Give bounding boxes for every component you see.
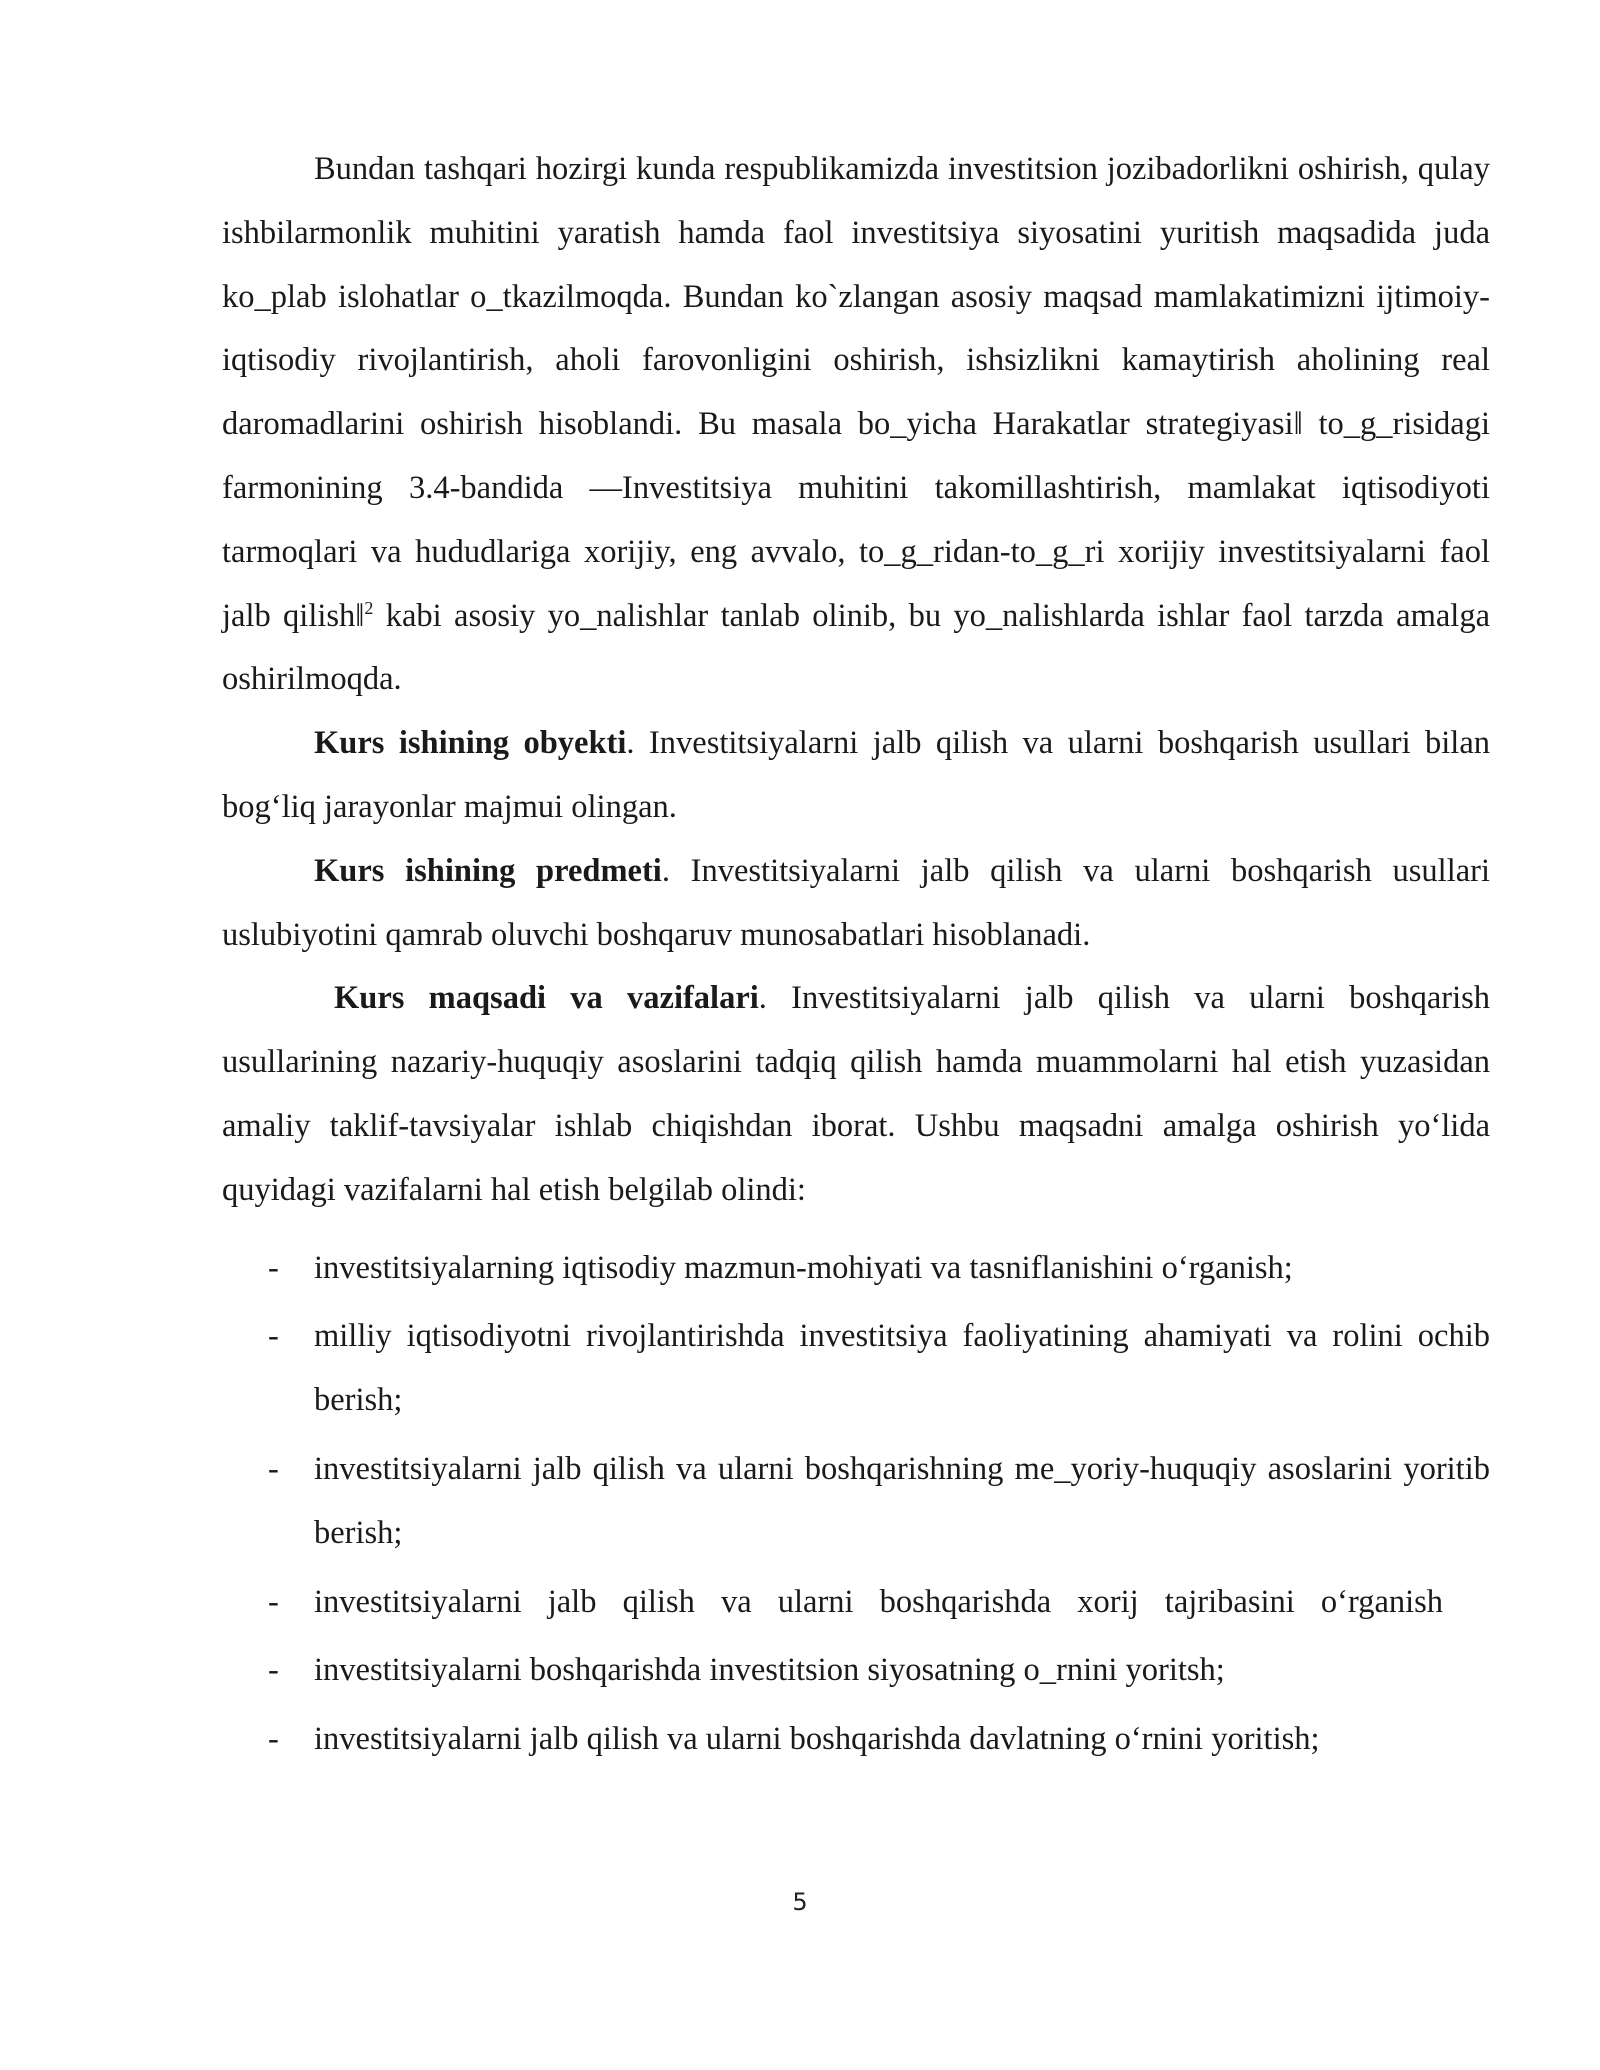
object-heading: Kurs ishining obyekti: [314, 725, 627, 762]
goals-paragraph: [222, 967, 1490, 1222]
tasks-list: [222, 1237, 1490, 1772]
list-item-text: investitsiyalarni boshqarishda investitsion siyosatning o_rnini yoritsh;: [314, 1652, 1225, 1689]
list-item: [222, 1237, 1490, 1301]
goals-heading: Kurs maqsadi va vazifalari: [334, 980, 759, 1017]
list-item-text: investitsiyalarni jalb qilish va ularni boshqarishning me_yoriy-huquqiy asoslarini yoritib berish;: [314, 1450, 1490, 1551]
list-item-text: investitsiyalarni jalb qilish va ularni boshqarishda xorij tajribasini o‘rganish: [314, 1583, 1444, 1620]
list-item: [222, 1305, 1490, 1433]
subject-paragraph: [222, 840, 1490, 968]
subject-text: . Investitsiyalarni jalb qilish va ularni boshqarish usullari uslubiyotini qamrab oluvchi boshqaruv munosabatlari hisoblanadi.: [222, 852, 1490, 953]
page-number: 5: [792, 1888, 808, 1916]
subject-heading: Kurs ishining predmeti: [314, 852, 662, 889]
intro-text-tail: kabi asosiy yo_nalishlar tanlab olinib, bu yo_nalishlarda ishlar faol tarzda amalga oshirilmoqda.: [222, 597, 1490, 698]
list-dash: -: [268, 1583, 279, 1620]
list-dash: -: [268, 1450, 279, 1487]
list-dash: -: [268, 1318, 279, 1355]
list-dash: -: [268, 1249, 279, 1286]
object-paragraph: [222, 712, 1490, 840]
list-item-text: investitsiyalarni jalb qilish va ularni boshqarishda davlatning o‘rnini yoritish;: [314, 1721, 1320, 1758]
list-item: [222, 1438, 1490, 1566]
list-item: [222, 1571, 1490, 1635]
intro-paragraph: [222, 138, 1490, 712]
document-page: [222, 138, 1490, 1777]
intro-text: Bundan tashqari hozirgi kunda respublikamizda investitsion jozibadorlikni oshirish, qulay ishbilarmonlik muhitini yaratish hamda faol investitsiya siyosatini yuritish maqsadida juda ko_plab islohatlar o_tkazilmoqda. Bundan ko`zlangan asosiy maqsad mamlakatimizni ijtimoiy-iqtisodiy rivojlantirish, aholi farovonligini oshirish, ishsizlikni kamaytirish aholining real daromadlarini oshirish hisoblandi. Bu masala bo_yicha Harakatlar strategiyasi‖ to_g_risidagi farmonining 3.4-bandida ―Investitsiya muhitini takomillashtirish, mamlakat iqtisodiyoti tarmoqlari va hududlariga xorijiy, eng avvalo, to_g_ridan-to_g_ri xorijiy investitsiyalarni faol jalb qilish‖: [222, 151, 1490, 634]
list-item: [222, 1639, 1490, 1703]
list-dash: -: [268, 1721, 279, 1758]
goals-text: . Investitsiyalarni jalb qilish va ularni boshqarish usullarining nazariy-huquqiy asoslarini tadqiq qilish hamda muammolarni hal etish yuzasidan amaliy taklif-tavsiyalar ishlab chiqishdan iborat. Ushbu maqsadni amalga oshirish yo‘lida quyidagi vazifalarni hal etish belgilab olindi:: [222, 980, 1490, 1208]
object-text: . Investitsiyalarni jalb qilish va ularni boshqarish usullari bilan bog‘liq jarayonlar majmui olingan.: [222, 725, 1490, 825]
footnote-marker: 2: [364, 597, 374, 618]
list-item-text: investitsiyalarning iqtisodiy mazmun-mohiyati va tasniflanishini o‘rganish;: [314, 1249, 1293, 1286]
list-item: [222, 1708, 1490, 1772]
list-dash: -: [268, 1652, 279, 1689]
list-item-text: milliy iqtisodiyotni rivojlantirishda investitsiya faoliyatining ahamiyati va rolini ochib berish;: [314, 1318, 1490, 1419]
